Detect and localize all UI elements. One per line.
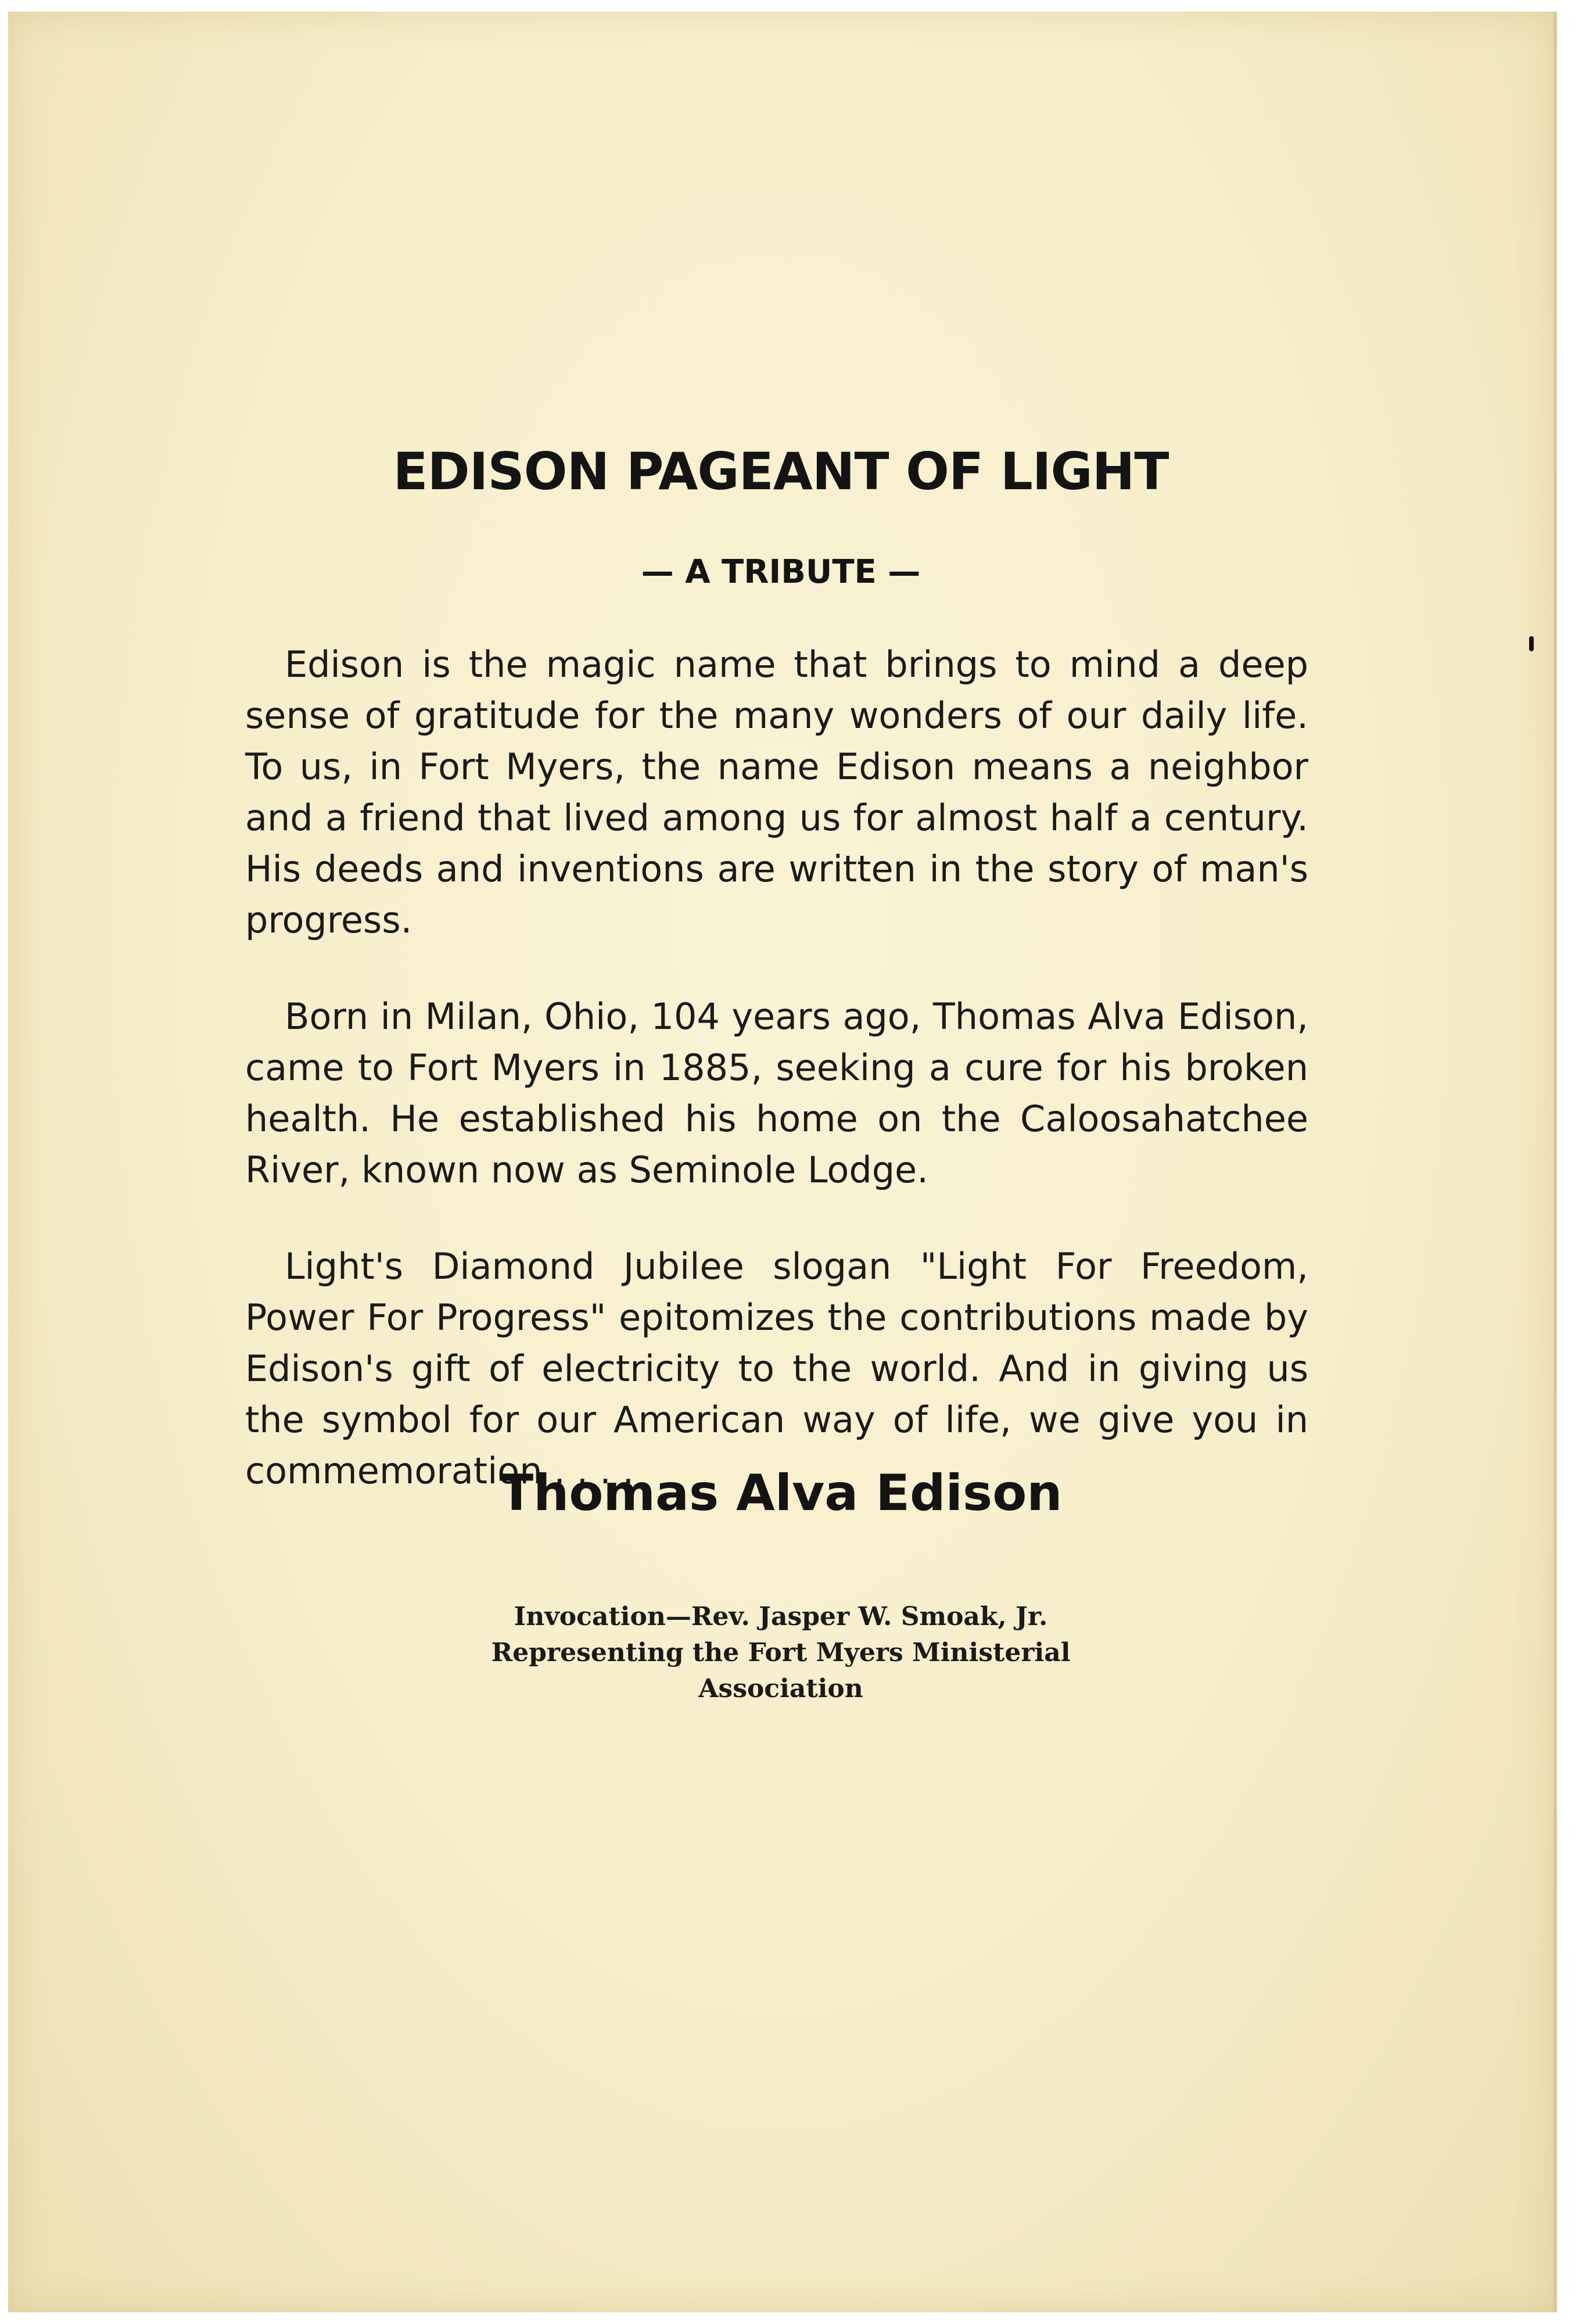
paragraph-2: Born in Milan, Ohio, 104 years ago, Thomas Alva Edison, came to Fort Myers in 1885, seeking a cure for his broken health. He established his home on the Caloosahatchee River, known now as Seminole Lodge. bbox=[245, 995, 1308, 1191]
invocation-block bbox=[8, 1599, 1554, 1707]
paragraph-1: Edison is the magic name that brings to mind a deep sense of gratitude for the many wonders of our daily life. To us, in Fort Myers, the name Edison means a neighbor and a friend that lived among us for almost half a century. His deeds and inventions are written in the story of man's progress. bbox=[245, 643, 1308, 941]
invocation-line: Representing the Fort Myers Ministerial bbox=[491, 1638, 1071, 1667]
page-title: EDISON PAGEANT OF LIGHT bbox=[393, 442, 1169, 501]
invocation-line: Association bbox=[698, 1674, 863, 1703]
invocation-line: Invocation—Rev. Jasper W. Smoak, Jr. bbox=[514, 1602, 1048, 1631]
honoree-name: Thomas Alva Edison bbox=[499, 1464, 1063, 1522]
paragraph-3: Light's Diamond Jubilee slogan "Light For Freedom, Power For Progress" epitomizes the contributions made by Edison's gift of electricity to the world. And in giving us the symbol for our American way of life, we give you in commemoration . . . . bbox=[245, 1245, 1308, 1492]
document-page bbox=[8, 12, 1557, 2312]
page-subtitle: — A TRIBUTE — bbox=[641, 553, 921, 591]
ink-mark bbox=[1529, 636, 1534, 651]
tribute-body bbox=[245, 639, 1308, 1542]
